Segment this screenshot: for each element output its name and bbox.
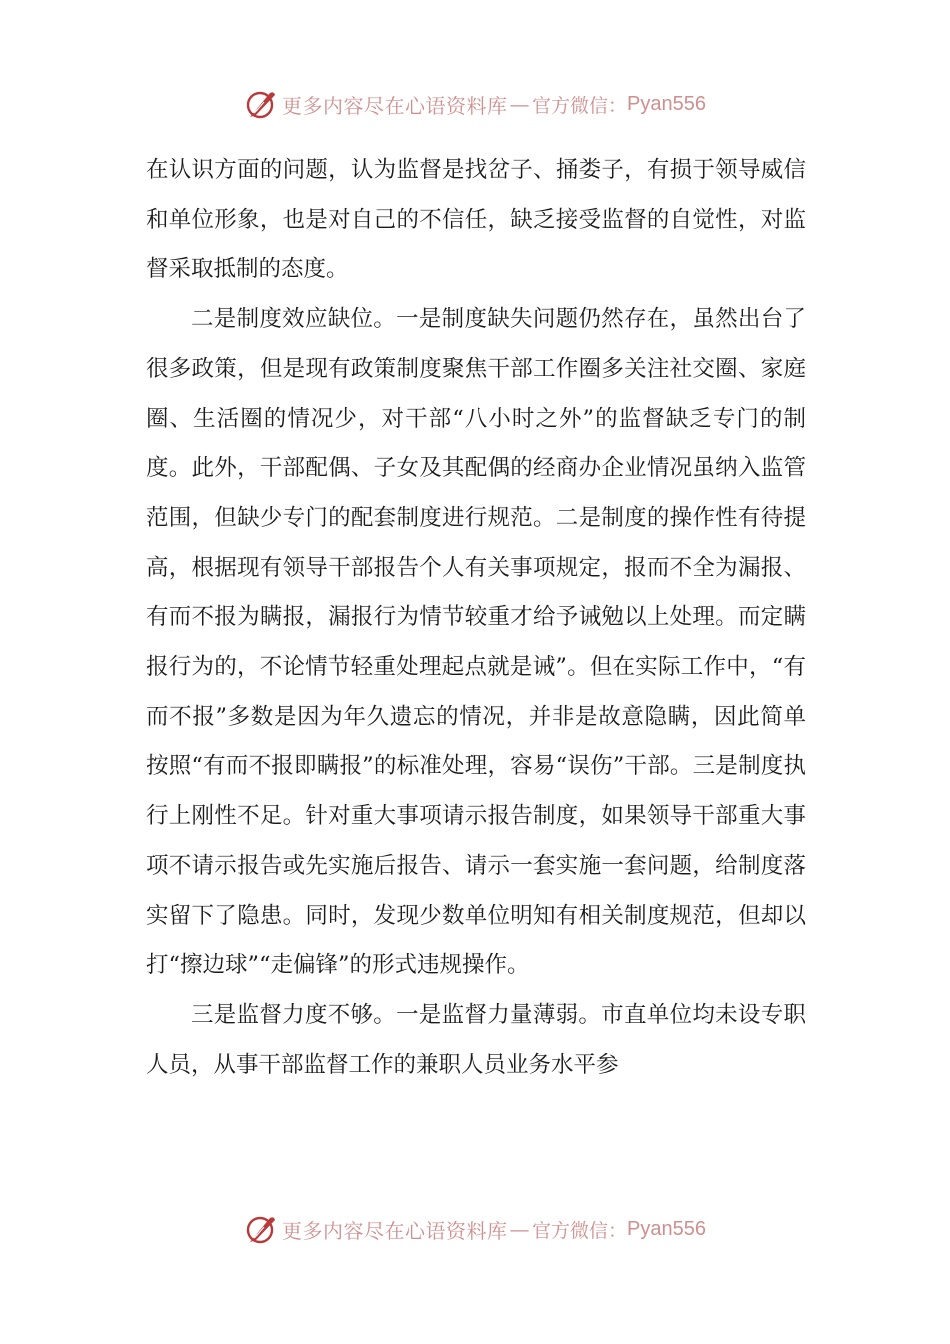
feather-quill-logo-icon	[244, 1212, 278, 1246]
document-body	[146, 146, 806, 1090]
feather-quill-logo-icon	[244, 87, 278, 121]
watermark-label: 官方微信：	[532, 94, 628, 117]
header-watermark	[0, 84, 950, 124]
watermark-label: 官方微信：	[532, 1219, 628, 1242]
paragraph-3: 三是监督力度不够。一是监督力量薄弱。市直单位均未设专职人员，从事干部监督工作的兼职人员业务水平参	[146, 1001, 806, 1078]
footer-watermark	[0, 1209, 950, 1249]
watermark-separator: —	[509, 92, 530, 116]
watermark-wechat-id: Pyan556	[627, 1217, 706, 1240]
paragraph-2: 二是制度效应缺位。一是制度缺失问题仍然存在，虽然出台了很多政策，但是现有政策制度聚焦干部工作圈多关注社交圈、家庭圈、生活圈的情况少，对干部“八小时之外”的监督缺乏专门的制度。此外，干部配偶、子女及其配偶的经商办企业情况虽纳入监管范围，但缺少专门的配套制度进行规范。二是制度的操作性有待提高，根据现有领导干部报告个人有关事项规定，报而不全为漏报、有而不报为瞒报，漏报行为情节较重才给予诫勉以上处理。而定瞒报行为的，不论情节轻重处理起点就是诫”。但在实际工作中，“有而不报”多数是因为年久遗忘的情况，并非是故意隐瞒，因此简单按照“有而不报即瞒报”的标准处理，容易“误伤”干部。三是制度执行上刚性不足。针对重大事项请示报告制度，如果领导干部重大事项不请示报告或先实施后报告、请示一套实施一套问题，给制度落实留下了隐患。同时，发现少数单位明知有相关制度规范，但却以打“擦边球”“走偏锋”的形式违规操作。	[146, 306, 806, 979]
watermark-main-text: 更多内容尽在心语资料库	[282, 93, 508, 118]
paragraph-1: 在认识方面的问题，认为监督是找岔子、捅娄子，有损于领导威信和单位形象，也是对自己的不信任，缺乏接受监督的自觉性，对监督采取抵制的态度。	[146, 157, 806, 283]
watermark-main-text: 更多内容尽在心语资料库	[282, 1218, 508, 1243]
watermark-separator: —	[509, 1217, 530, 1241]
watermark-wechat-id: Pyan556	[627, 92, 706, 115]
